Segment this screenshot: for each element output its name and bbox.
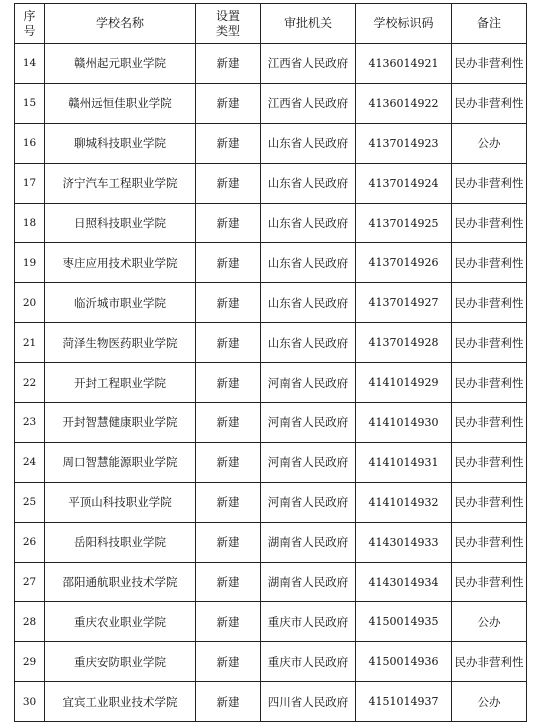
school-name-cell: 赣州远恒佳职业学院: [45, 83, 196, 123]
approving-authority-cell: 河南省人民政府: [261, 442, 356, 482]
school-name-cell: 日照科技职业学院: [45, 203, 196, 243]
remarks-cell: 民办非营利性: [452, 44, 527, 84]
setup-type-cell: 新建: [196, 203, 261, 243]
school-name-cell: 周口智慧能源职业学院: [45, 442, 196, 482]
approving-authority-cell: 重庆市人民政府: [261, 602, 356, 642]
school-name-cell: 开封智慧健康职业学院: [45, 403, 196, 443]
school-code-cell: 4137014925: [356, 203, 452, 243]
school-code-cell: 4137014926: [356, 243, 452, 283]
remarks-cell: 公办: [452, 682, 527, 722]
schools-table: [14, 3, 527, 722]
school-name-cell: 重庆农业职业学院: [45, 602, 196, 642]
serial-number-cell: 29: [15, 642, 45, 682]
setup-type-cell: 新建: [196, 123, 261, 163]
remarks-cell: 公办: [452, 123, 527, 163]
school-name-cell: 赣州起元职业学院: [45, 44, 196, 84]
school-code-cell: 4137014928: [356, 323, 452, 363]
approving-authority-cell: 山东省人民政府: [261, 243, 356, 283]
setup-type-cell: 新建: [196, 522, 261, 562]
school-code-cell: 4151014937: [356, 682, 452, 722]
serial-number-cell: 23: [15, 403, 45, 443]
table-row: [15, 323, 527, 363]
remarks-cell: 民办非营利性: [452, 403, 527, 443]
header-serial-number: 序 号: [15, 4, 45, 44]
school-code-cell: 4143014934: [356, 562, 452, 602]
school-code-cell: 4150014936: [356, 642, 452, 682]
setup-type-cell: 新建: [196, 44, 261, 84]
school-name-cell: 枣庄应用技术职业学院: [45, 243, 196, 283]
table-row: [15, 83, 527, 123]
table-row: [15, 482, 527, 522]
school-name-cell: 平顶山科技职业学院: [45, 482, 196, 522]
serial-number-cell: 22: [15, 363, 45, 403]
header-school-name: 学校名称: [45, 4, 196, 44]
approving-authority-cell: 山东省人民政府: [261, 203, 356, 243]
header-approving-authority: 审批机关: [261, 4, 356, 44]
school-code-cell: 4141014930: [356, 403, 452, 443]
school-code-cell: 4137014924: [356, 163, 452, 203]
setup-type-cell: 新建: [196, 482, 261, 522]
school-name-cell: 开封工程职业学院: [45, 363, 196, 403]
serial-number-cell: 25: [15, 482, 45, 522]
school-name-cell: 菏泽生物医药职业学院: [45, 323, 196, 363]
remarks-cell: 公办: [452, 602, 527, 642]
table-header-row: [15, 4, 527, 44]
setup-type-cell: 新建: [196, 363, 261, 403]
school-code-cell: 4137014923: [356, 123, 452, 163]
serial-number-cell: 17: [15, 163, 45, 203]
serial-number-cell: 14: [15, 44, 45, 84]
setup-type-cell: 新建: [196, 682, 261, 722]
serial-number-cell: 28: [15, 602, 45, 642]
approving-authority-cell: 河南省人民政府: [261, 482, 356, 522]
approving-authority-cell: 湖南省人民政府: [261, 562, 356, 602]
header-setup-type: 设置 类型: [196, 4, 261, 44]
approving-authority-cell: 重庆市人民政府: [261, 642, 356, 682]
remarks-cell: 民办非营利性: [452, 243, 527, 283]
setup-type-cell: 新建: [196, 243, 261, 283]
table-row: [15, 243, 527, 283]
table-row: [15, 522, 527, 562]
remarks-cell: 民办非营利性: [452, 642, 527, 682]
setup-type-cell: 新建: [196, 163, 261, 203]
setup-type-cell: 新建: [196, 283, 261, 323]
table-row: [15, 602, 527, 642]
serial-number-cell: 16: [15, 123, 45, 163]
serial-number-cell: 15: [15, 83, 45, 123]
remarks-cell: 民办非营利性: [452, 522, 527, 562]
table-row: [15, 203, 527, 243]
school-code-cell: 4141014931: [356, 442, 452, 482]
school-code-cell: 4141014932: [356, 482, 452, 522]
serial-number-cell: 18: [15, 203, 45, 243]
school-name-cell: 临沂城市职业学院: [45, 283, 196, 323]
serial-number-cell: 20: [15, 283, 45, 323]
header-school-code: 学校标识码: [356, 4, 452, 44]
table-row: [15, 442, 527, 482]
school-name-cell: 济宁汽车工程职业学院: [45, 163, 196, 203]
approving-authority-cell: 山东省人民政府: [261, 323, 356, 363]
approving-authority-cell: 江西省人民政府: [261, 44, 356, 84]
school-code-cell: 4150014935: [356, 602, 452, 642]
table-row: [15, 123, 527, 163]
remarks-cell: 民办非营利性: [452, 323, 527, 363]
school-code-cell: 4137014927: [356, 283, 452, 323]
approving-authority-cell: 山东省人民政府: [261, 283, 356, 323]
school-name-cell: 宜宾工业职业技术学院: [45, 682, 196, 722]
serial-number-cell: 19: [15, 243, 45, 283]
table-row: [15, 642, 527, 682]
table-row: [15, 562, 527, 602]
setup-type-cell: 新建: [196, 442, 261, 482]
table-row: [15, 403, 527, 443]
approving-authority-cell: 河南省人民政府: [261, 403, 356, 443]
approving-authority-cell: 四川省人民政府: [261, 682, 356, 722]
setup-type-cell: 新建: [196, 602, 261, 642]
setup-type-cell: 新建: [196, 642, 261, 682]
school-name-cell: 聊城科技职业学院: [45, 123, 196, 163]
remarks-cell: 民办非营利性: [452, 363, 527, 403]
table-row: [15, 682, 527, 722]
school-code-cell: 4136014922: [356, 83, 452, 123]
serial-number-cell: 30: [15, 682, 45, 722]
school-code-cell: 4143014933: [356, 522, 452, 562]
serial-number-cell: 21: [15, 323, 45, 363]
approving-authority-cell: 河南省人民政府: [261, 363, 356, 403]
setup-type-cell: 新建: [196, 83, 261, 123]
serial-number-cell: 26: [15, 522, 45, 562]
school-code-cell: 4136014921: [356, 44, 452, 84]
school-name-cell: 岳阳科技职业学院: [45, 522, 196, 562]
table-row: [15, 283, 527, 323]
table-row: [15, 163, 527, 203]
approving-authority-cell: 江西省人民政府: [261, 83, 356, 123]
setup-type-cell: 新建: [196, 323, 261, 363]
school-code-cell: 4141014929: [356, 363, 452, 403]
setup-type-cell: 新建: [196, 562, 261, 602]
approving-authority-cell: 山东省人民政府: [261, 123, 356, 163]
remarks-cell: 民办非营利性: [452, 442, 527, 482]
school-name-cell: 邵阳通航职业技术学院: [45, 562, 196, 602]
approving-authority-cell: 山东省人民政府: [261, 163, 356, 203]
header-remarks: 备注: [452, 4, 527, 44]
serial-number-cell: 27: [15, 562, 45, 602]
serial-number-cell: 24: [15, 442, 45, 482]
table-row: [15, 44, 527, 84]
remarks-cell: 民办非营利性: [452, 163, 527, 203]
remarks-cell: 民办非营利性: [452, 562, 527, 602]
school-name-cell: 重庆安防职业学院: [45, 642, 196, 682]
remarks-cell: 民办非营利性: [452, 83, 527, 123]
setup-type-cell: 新建: [196, 403, 261, 443]
remarks-cell: 民办非营利性: [452, 283, 527, 323]
remarks-cell: 民办非营利性: [452, 203, 527, 243]
approving-authority-cell: 湖南省人民政府: [261, 522, 356, 562]
remarks-cell: 民办非营利性: [452, 482, 527, 522]
table-row: [15, 363, 527, 403]
